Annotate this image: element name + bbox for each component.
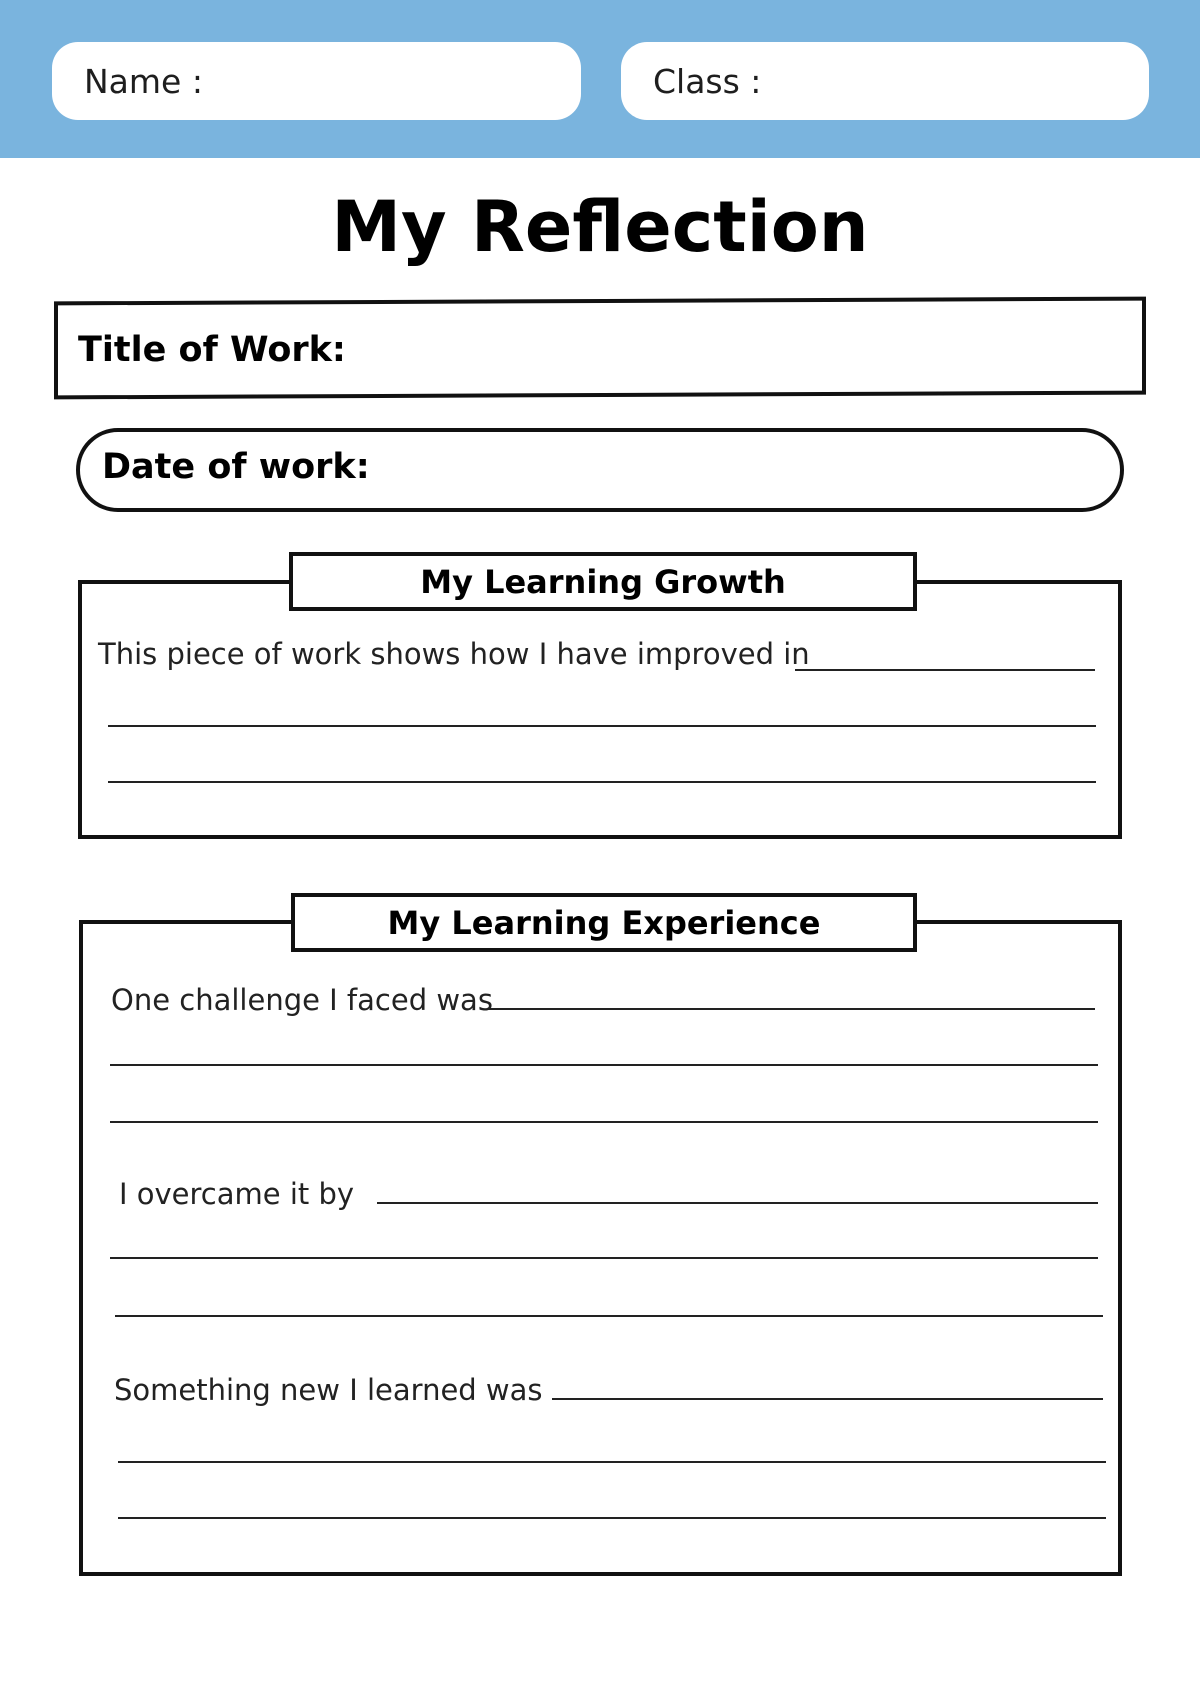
growth-answer-line-1[interactable] bbox=[795, 669, 1095, 671]
class-label: Class : bbox=[653, 61, 762, 101]
date-of-work-label: Date of work: bbox=[102, 447, 370, 487]
overcame-prompt: I overcame it by bbox=[119, 1177, 355, 1211]
name-field[interactable] bbox=[52, 42, 581, 120]
page-title: My Reflection bbox=[331, 186, 869, 268]
title-of-work-label: Title of Work: bbox=[78, 330, 346, 370]
learning-growth-heading-text: My Learning Growth bbox=[420, 562, 786, 601]
learning-growth-heading bbox=[289, 552, 917, 611]
overcame-answer-line-1[interactable] bbox=[377, 1202, 1098, 1204]
challenge-answer-line-3[interactable] bbox=[110, 1121, 1098, 1123]
challenge-answer-line-2[interactable] bbox=[110, 1064, 1098, 1066]
growth-prompt: This piece of work shows how I have improved in bbox=[98, 637, 810, 671]
growth-answer-line-3[interactable] bbox=[108, 781, 1096, 783]
learned-answer-line-1[interactable] bbox=[552, 1398, 1103, 1400]
learning-experience-heading bbox=[291, 893, 917, 952]
challenge-answer-line-1[interactable] bbox=[488, 1008, 1095, 1010]
class-field[interactable] bbox=[621, 42, 1149, 120]
challenge-prompt: One challenge I faced was bbox=[111, 983, 493, 1017]
learning-experience-heading-text: My Learning Experience bbox=[387, 903, 821, 942]
learned-answer-line-2[interactable] bbox=[118, 1461, 1106, 1463]
learning-experience-section bbox=[79, 920, 1122, 1576]
learned-prompt: Something new I learned was bbox=[114, 1373, 543, 1407]
growth-answer-line-2[interactable] bbox=[108, 725, 1096, 727]
overcame-answer-line-3[interactable] bbox=[115, 1315, 1103, 1317]
overcame-answer-line-2[interactable] bbox=[110, 1257, 1098, 1259]
learning-growth-section bbox=[78, 580, 1122, 839]
name-label: Name : bbox=[84, 61, 203, 101]
learned-answer-line-3[interactable] bbox=[118, 1517, 1106, 1519]
header-band bbox=[0, 0, 1200, 158]
